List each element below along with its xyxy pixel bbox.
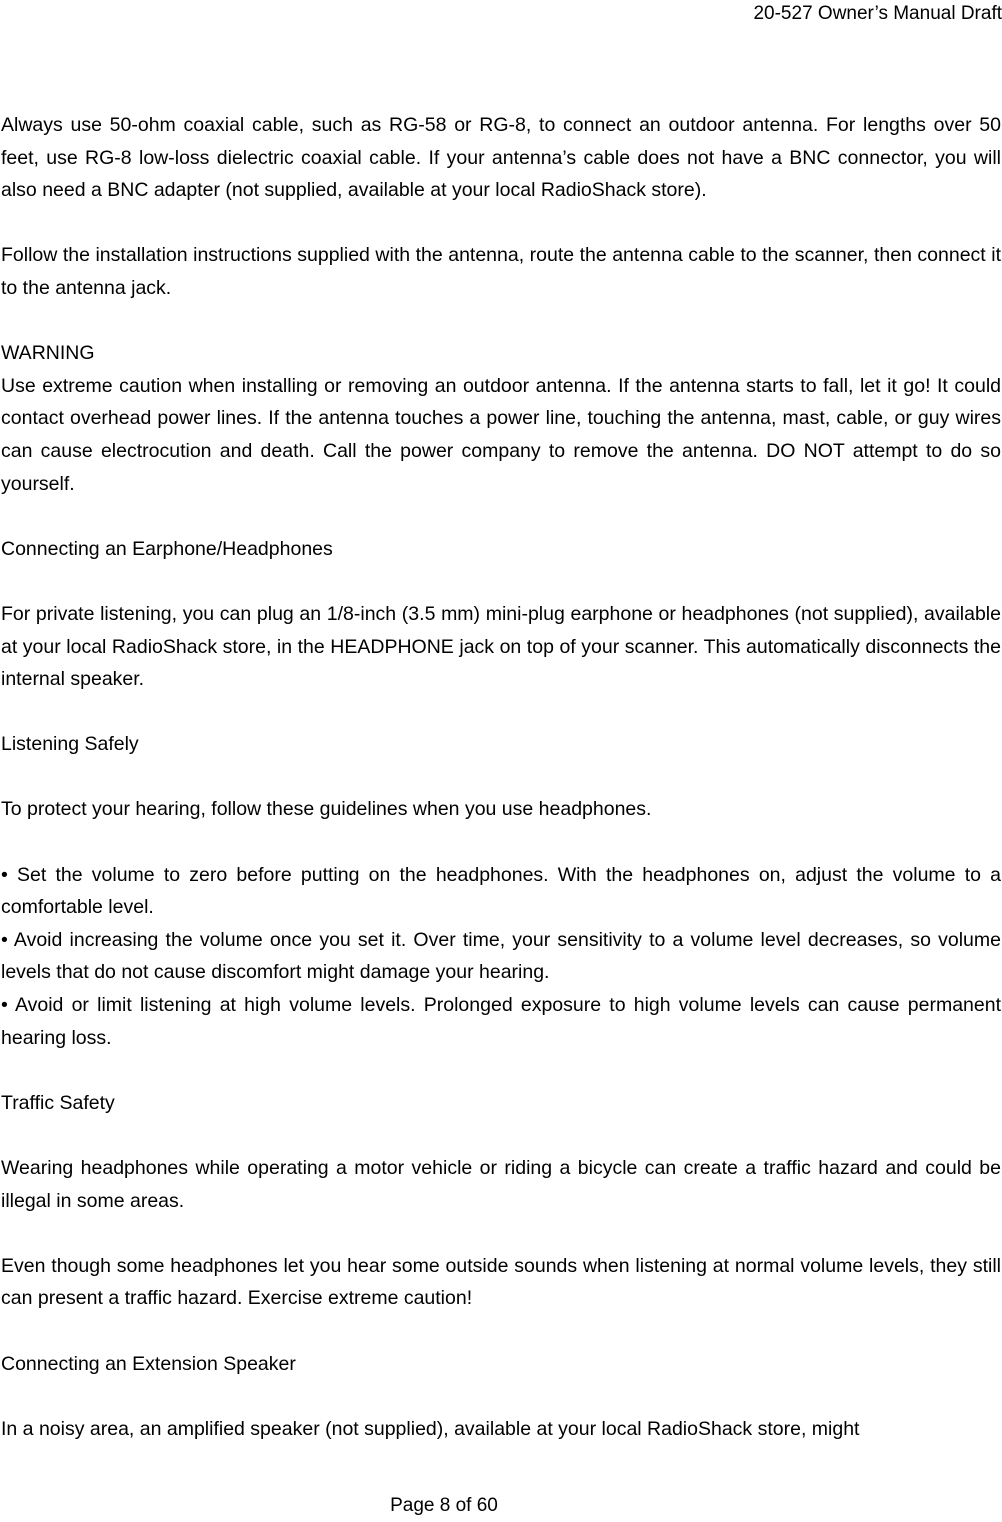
paragraph-coax-cable: Always use 50-ohm coaxial cable, such as RG-58 or RG-8, to connect an outdoor antenna. For lengths over 50 feet, use RG-8 low-loss dielectric coaxial cable. If your antenna’s cable does not have a BNC connector, you will also need a BNC adapter (not supplied, available at your local RadioShack store). bbox=[1, 114, 1001, 202]
paragraph-earphone: For private listening, you can plug an 1/8-inch (3.5 mm) mini-plug earphone or headphones (not supplied), available at your local RadioShack store, in the HEADPHONE jack on top of your scanner. This automatically disconnects the internal speaker. bbox=[1, 602, 1001, 691]
section-heading-listening-safely: Listening Safely bbox=[1, 733, 139, 756]
section-heading-extension-speaker: Connecting an Extension Speaker bbox=[1, 1352, 296, 1375]
document-body bbox=[1, 109, 1001, 1445]
section-heading-earphone: Connecting an Earphone/Headphones bbox=[1, 537, 333, 560]
paragraph-listening-safely: To protect your hearing, follow these guidelines when you use headphones. bbox=[1, 798, 652, 821]
page-number: Page 8 of 60 bbox=[390, 1495, 498, 1516]
list-item: • Set the volume to zero before putting on the headphones. With the headphones on, adjust the volume to a comfortable level. bbox=[1, 863, 1001, 919]
listening-guidelines-list bbox=[1, 859, 1001, 1055]
warning-label: WARNING bbox=[1, 342, 95, 365]
paragraph-installation: Follow the installation instructions supplied with the antenna, route the antenna cable to the scanner, then connect it to the antenna jack. bbox=[1, 244, 1001, 299]
paragraph-traffic-safety-1: Wearing headphones while operating a motor vehicle or riding a bicycle can create a traffic hazard and could be illegal in some areas. bbox=[1, 1157, 1001, 1212]
paragraph-warning: Use extreme caution when installing or removing an outdoor antenna. If the antenna starts to fall, let it go! It could contact overhead power lines. If the antenna touches a power line, touching the antenna, mast, cable, or guy wires can cause electrocution and death. Call the power company to remove the antenna. DO NOT attempt to do so yourself. bbox=[1, 374, 1001, 495]
list-item: • Avoid or limit listening at high volume levels. Prolonged exposure to high volume levels can cause permanent hearing loss. bbox=[1, 994, 1001, 1049]
list-item: • Avoid increasing the volume once you set it. Over time, your sensitivity to a volume level decreases, so volume levels that do not cause discomfort might damage your hearing. bbox=[1, 928, 1001, 984]
paragraph-traffic-safety-2: Even though some headphones let you hear some outside sounds when listening at normal volume levels, they still can present a traffic hazard. Exercise extreme caution! bbox=[1, 1254, 1001, 1310]
paragraph-extension-speaker: In a noisy area, an amplified speaker (not supplied), available at your local RadioShack store, might bbox=[1, 1417, 860, 1440]
document-header-title: 20-527 Owner’s Manual Draft bbox=[753, 3, 1002, 24]
section-heading-traffic-safety: Traffic Safety bbox=[1, 1091, 115, 1114]
